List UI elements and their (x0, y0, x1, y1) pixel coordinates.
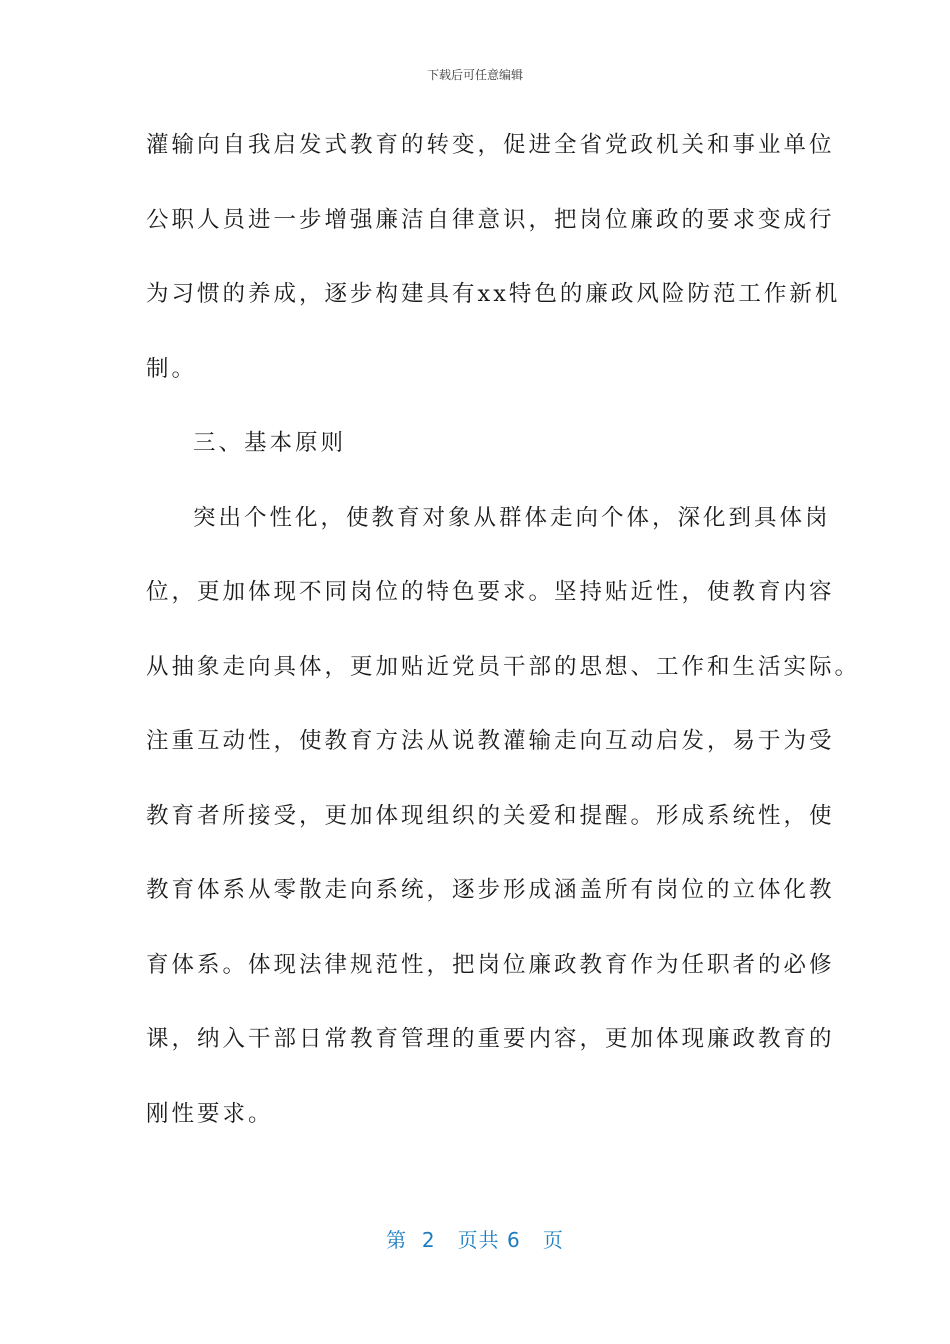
page-header: 下载后可任意编辑 (426, 68, 523, 82)
page-number-footer: 第 2 页共 6 页 (386, 1228, 564, 1252)
body-line-8: 从抽象走向具体，更加贴近党员干部的思想、工作和生活实际。 (146, 653, 861, 680)
body-line-12: 育体系。体现法律规范性，把岗位廉政教育作为任职者的必修 (146, 951, 835, 978)
body-line-2: 公职人员进一步增强廉洁自律意识，把岗位廉政的要求变成行 (146, 206, 835, 233)
body-line-9: 注重互动性，使教育方法从说教灌输走向互动启发，易于为受 (146, 728, 835, 754)
body-line-4: 制。 (146, 355, 198, 382)
body-line-10: 教育者所接受，更加体现组织的关爱和提醒。形成系统性，使 (146, 802, 835, 829)
body-line-6: 突出个性化，使教育对象从群体走向个体，深化到具体岗 (193, 504, 831, 531)
section-heading: 三、基本原则 (193, 430, 347, 456)
body-line-11: 教育体系从零散走向系统，逐步形成涵盖所有岗位的立体化教 (146, 877, 835, 903)
body-line-13: 课，纳入干部日常教育管理的重要内容，更加体现廉政教育的 (146, 1026, 835, 1052)
body-line-1: 灌输向自我启发式教育的转变，促进全省党政机关和事业单位 (146, 132, 835, 158)
body-line-3: 为习惯的养成，逐步构建具有xx特色的廉政风险防范工作新机 (146, 281, 841, 307)
document-body (146, 120, 861, 1163)
body-line-7: 位，更加体现不同岗位的特色要求。坚持贴近性，使教育内容 (146, 579, 835, 605)
body-line-14: 刚性要求。 (146, 1100, 274, 1127)
